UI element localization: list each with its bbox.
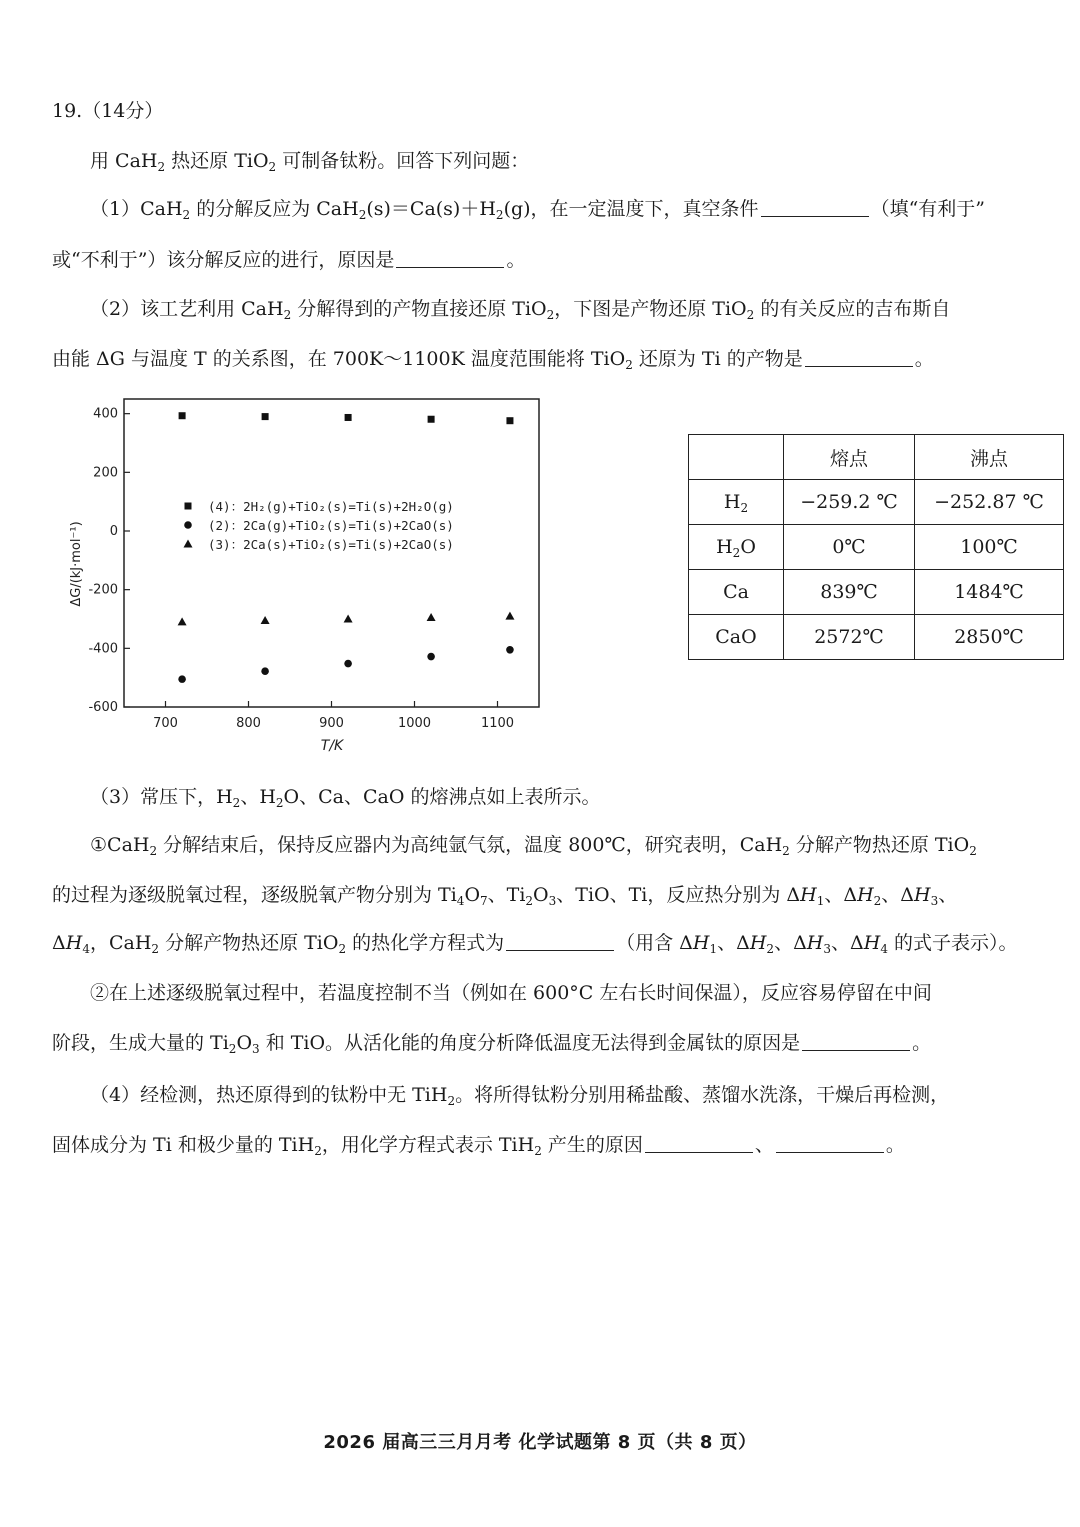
data-point-triangle (344, 615, 353, 623)
part3-1-line1: ①CaH$_2$ 分解结束后，保持反应器内为高纯氩气氛，温度 800℃，研究表明，CaH$_2$ 分解产物热还原 TiO$_2$ (90, 834, 977, 858)
table-row (689, 525, 1064, 570)
boiling-point-cell: 2850℃ (915, 615, 1064, 660)
data-point-square (262, 413, 269, 420)
substance-cell: Ca (689, 570, 784, 615)
data-point-circle (178, 675, 186, 683)
x-tick-label: 1000 (397, 716, 432, 731)
axes (88, 407, 514, 731)
answer-blank[interactable] (761, 196, 869, 217)
y-tick-label: -600 (88, 700, 118, 715)
x-tick-label: 900 (319, 716, 344, 731)
answer-blank[interactable] (805, 346, 913, 367)
table-row (689, 615, 1064, 660)
answer-blank[interactable] (506, 930, 614, 951)
y-tick-label: 200 (93, 465, 118, 481)
gibbs-energy-chart (60, 392, 560, 762)
melting-point-cell: 839℃ (784, 570, 915, 615)
x-tick-label: 700 (153, 716, 178, 731)
substance-cell: CaO (689, 615, 784, 660)
boiling-point-cell: −252.87 ℃ (915, 480, 1064, 525)
legend-entry: (3)：2Ca(s)+TiO₂(s)=Ti(s)+2CaO(s) (208, 537, 454, 552)
part1-line2: 或“不利于”）该分解反应的进行，原因是 。 (52, 249, 526, 271)
table-row (689, 480, 1064, 525)
data-point-triangle (427, 613, 436, 621)
data-point-square (506, 417, 513, 424)
intro-text: 用 CaH$_2$ 热还原 TiO$_2$ 可制备钛粉。回答下列问题： (90, 150, 530, 174)
table-row (689, 570, 1064, 615)
data-point-square (179, 412, 186, 419)
substance-cell: $H_2O$ (689, 525, 784, 570)
part2-line1: （2）该工艺利用 CaH$_2$ 分解得到的产物直接还原 TiO$_2$，下图是产物还原 TiO$_2$ 的有关反应的吉布斯自 (90, 298, 951, 322)
melting-boiling-table (688, 434, 1064, 660)
page-footer: 2026 届高三三月月考 化学试题第 8 页（共 8 页） (323, 1432, 757, 1453)
data-point-triangle (505, 612, 514, 620)
y-tick-label: -400 (88, 641, 118, 657)
data-point-triangle (178, 617, 187, 625)
table-header-melting: 熔点 (784, 435, 915, 480)
y-axis-label: ΔG/(kJ·mol⁻¹) (69, 521, 84, 607)
data-point-circle (184, 521, 192, 529)
boiling-point-cell: 1484℃ (915, 570, 1064, 615)
part4-line2: 固体成分为 Ti 和极少量的 TiH$_2$，用化学方程式表示 TiH$_2$ 产生的原因 、 。 (52, 1134, 905, 1158)
answer-blank[interactable] (396, 247, 504, 268)
data-point-circle (506, 646, 514, 654)
part3-2-line2: 阶段，生成大量的 $Ti_2O_3$ 和 TiO。从活化能的角度分析降低温度无法得到金属钛的原因是 。 (52, 1032, 932, 1056)
boiling-point-cell: 100℃ (915, 525, 1064, 570)
part3-line: （3）常压下，$H_2$、$H_2O$、Ca、CaO 的熔沸点如上表所示。 (90, 786, 601, 810)
plot-frame (124, 399, 539, 707)
table-header-empty (689, 435, 784, 480)
data-point-square (428, 416, 435, 423)
legend-entry: (2)：2Ca(g)+TiO₂(s)=Ti(s)+2CaO(s) (208, 518, 454, 533)
part3-2-line1: ②在上述逐级脱氧过程中，若温度控制不当（例如在 600°C 左右长时间保温），反应容易停留在中间 (90, 982, 932, 1004)
data-point-square (185, 503, 192, 510)
data-point-triangle (261, 616, 270, 624)
substance-cell: $H_2$ (689, 480, 784, 525)
table-header-row (689, 435, 1064, 480)
data-point-square (345, 414, 352, 421)
x-tick-label: 800 (236, 716, 261, 731)
y-tick-label: -200 (88, 582, 118, 598)
legend-entry: (4)：2H₂(g)+TiO₂(s)=Ti(s)+2H₂O(g) (208, 499, 454, 514)
data-point-circle (427, 653, 435, 661)
table-header-boiling: 沸点 (915, 435, 1064, 480)
part2-line2: 由能 ΔG 与温度 T 的关系图，在 700K～1100K 温度范围能将 TiO$_2$ 还原为 Ti 的产物是 。 (52, 348, 934, 372)
melting-point-cell: 0℃ (784, 525, 915, 570)
part3-1-line3: $\Delta H_4$，CaH$_2$ 分解产物热还原 TiO$_2$ 的热化学方程式为 （用含 $\Delta H_1$、$\Delta H_2$、$\Delta H_3$、$\Delta H_4$ 的式子表示）。 (52, 932, 1018, 956)
answer-blank[interactable] (645, 1132, 753, 1153)
x-axis-label: T/K (320, 738, 344, 754)
data-point-triangle (184, 540, 193, 548)
question-header: 19.（14分） (52, 100, 164, 122)
part3-1-line2: 的过程为逐级脱氧过程，逐级脱氧产物分别为 $Ti_4O_7$、$Ti_2O_3$、TiO、Ti，反应热分别为 $\Delta H_1$、$\Delta H_2$、$\Delta H_3$、 (52, 884, 958, 908)
data-point-circle (261, 667, 269, 675)
chart-legend (184, 499, 454, 552)
melting-point-cell: −259.2 ℃ (784, 480, 915, 525)
melting-point-cell: 2572℃ (784, 615, 915, 660)
y-tick-label: 0 (109, 524, 118, 539)
answer-blank[interactable] (802, 1030, 910, 1051)
y-tick-label: 400 (93, 406, 118, 422)
answer-blank[interactable] (776, 1132, 884, 1153)
part4-line1: （4）经检测，热还原得到的钛粉中无 TiH$_2$。将所得钛粉分别用稀盐酸、蒸馏水洗涤，干燥后再检测， (90, 1084, 950, 1108)
x-tick-label: 1100 (480, 716, 515, 731)
data-point-circle (344, 660, 352, 668)
part1-line1: （1）CaH$_2$ 的分解反应为 $CaH_2(s)=Ca(s)+H_2(g)$，在一定温度下，真空条件 （填“有利于” (90, 198, 985, 222)
